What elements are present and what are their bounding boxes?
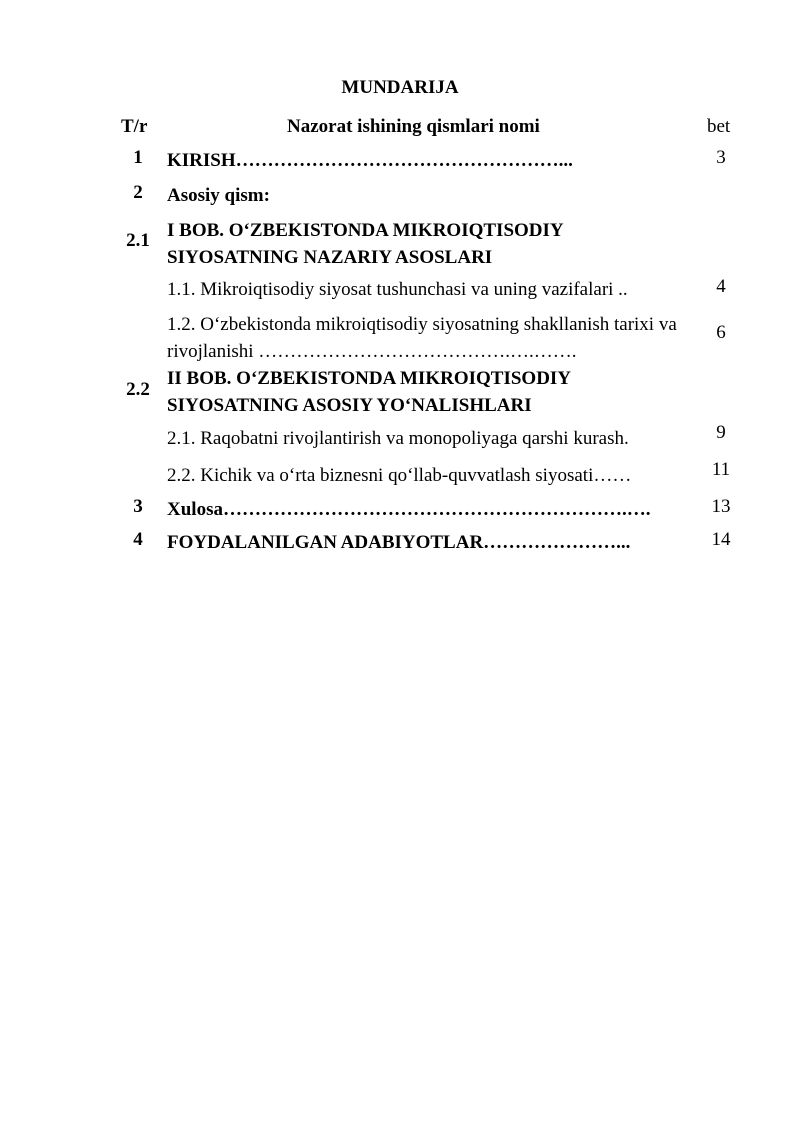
row-page: 11 [711, 459, 731, 480]
header-page-label: bet [707, 116, 731, 137]
row-title: KIRISH……………………………………………... [167, 150, 573, 171]
row-page: 4 [716, 276, 726, 297]
row-page: 6 [716, 322, 726, 343]
row-title: Xulosa……………………………………………………….…. [167, 499, 651, 520]
row-page: 3 [716, 147, 726, 168]
row-title: II BOB. O‘ZBEKISTONDA MIKROIQTISODIY SIYOSATNING ASOSIY YO‘NALISHLARI [167, 368, 571, 416]
row-number: 2 [133, 182, 143, 203]
row-title: 2.2. Kichik va o‘rta biznesni qo‘llab-quvvatlash siyosati…… [167, 465, 632, 486]
row-page: 13 [711, 496, 731, 517]
row-page: 14 [711, 529, 731, 550]
toc-header [0, 116, 800, 140]
row-page: 9 [716, 422, 726, 443]
row-number: 2.1 [126, 230, 150, 251]
page-title: MUNDARIJA [341, 77, 459, 98]
row-title: FOYDALANILGAN ADABIYOTLAR…………………... [167, 532, 631, 553]
header-name-label: Nazorat ishining qismlari nomi [287, 116, 540, 137]
row-number: 4 [133, 529, 143, 550]
row-title: I BOB. O‘ZBEKISTONDA MIKROIQTISODIY SIYOSATNING NAZARIY ASOSLARI [167, 220, 563, 268]
header-number-label: T/r [121, 116, 148, 137]
row-title: Asosiy qism: [167, 185, 270, 206]
row-title: 2.1. Raqobatni rivojlantirish va monopoliyaga qarshi kurash. [167, 428, 629, 449]
row-number: 1 [133, 147, 143, 168]
row-title: 1.2. O‘zbekistonda mikroiqtisodiy siyosatning shakllanish tarixi va rivojlanishi ………………………………….….……. [167, 314, 677, 362]
row-number: 2.2 [126, 379, 150, 400]
row-number: 3 [133, 496, 143, 517]
row-title: 1.1. Mikroiqtisodiy siyosat tushunchasi va uning vazifalari .. [167, 279, 628, 300]
